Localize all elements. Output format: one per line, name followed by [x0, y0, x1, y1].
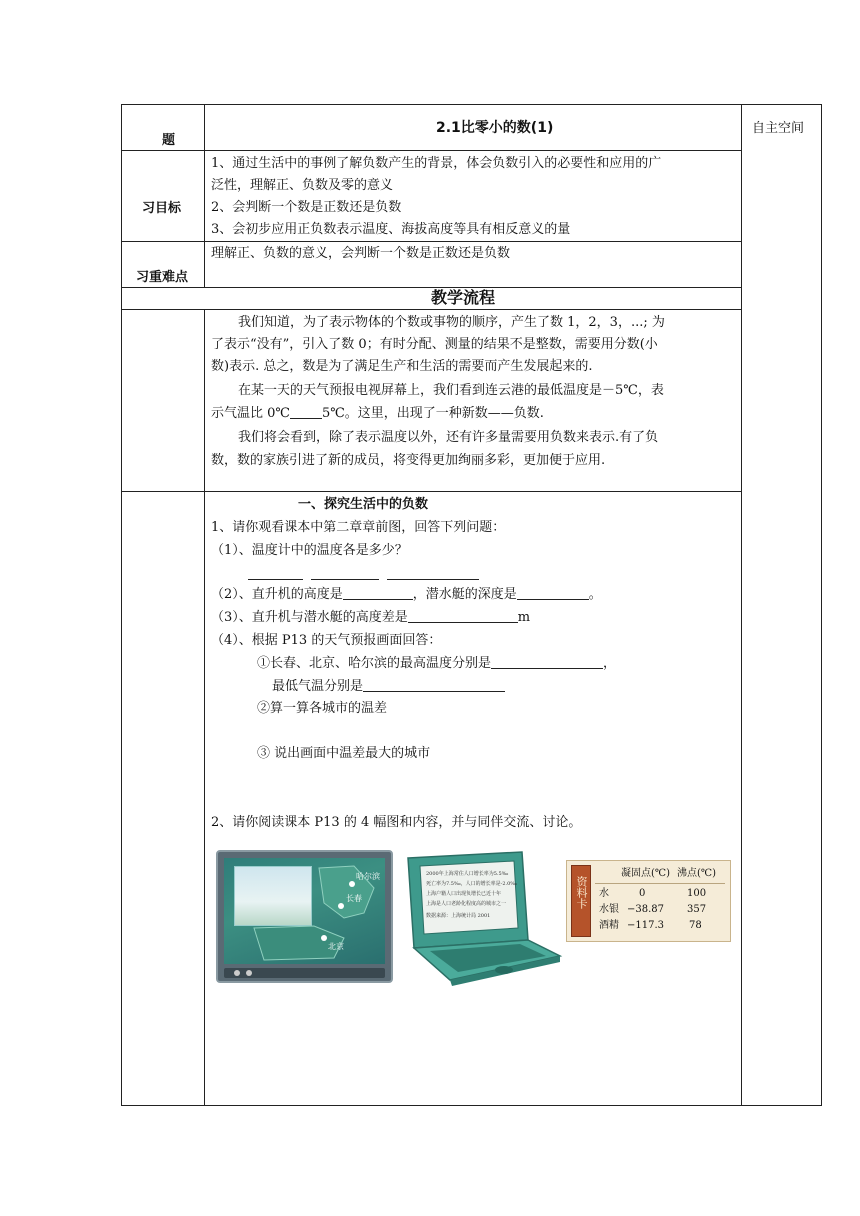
question-1-2-end: 。 — [588, 587, 602, 602]
question-1-2-start: （2）、直升机的高度是 — [211, 587, 343, 602]
intro-p3-line1: 我们将会看到，除了表示温度以外，还有许多量需要用负数来表示.有了负 — [238, 430, 659, 445]
question-1-4-c: ②算一算各城市的温差 — [257, 701, 388, 716]
answer-blank-depth[interactable] — [517, 585, 589, 600]
laptop-image — [400, 848, 565, 988]
side-column-label: 自主空间 — [752, 121, 805, 136]
row-divider-1 — [121, 150, 741, 151]
row-divider-4 — [121, 309, 741, 310]
objectives-line-4: 3、会初步应用正负数表示温度、海拔高度等具有相反意义的量 — [211, 222, 571, 237]
laptop-screen-line-1: 2000年上海常住人口增长率为5.5‰ — [426, 871, 509, 877]
laptop-screen-line-5: 数据来源：上海统计局 2001 — [426, 913, 491, 919]
intro-blank-1[interactable] — [290, 404, 322, 419]
data-card-side-label: 资料卡 — [575, 876, 588, 909]
header-col1-label: 题 — [162, 133, 176, 148]
col-divider-2 — [741, 104, 742, 1106]
data-card-row-1-name: 水 — [599, 888, 609, 899]
row-divider-5 — [121, 491, 741, 492]
answer-blank-height[interactable] — [343, 585, 413, 600]
question-1-4-b — [272, 676, 505, 697]
intro-p2-line2 — [211, 403, 544, 424]
question-1-1: （1）、温度计中的温度各是多少？ — [211, 543, 408, 558]
tv-button-1 — [234, 970, 240, 976]
question-1-2 — [211, 584, 602, 605]
question-1-3-unit: m — [517, 610, 531, 625]
tv-city-label-1: 哈尔滨 — [356, 872, 380, 881]
laptop-screen-line-2: 死亡率为7.5‰，人口的增长率是-2.0‰ — [426, 881, 518, 887]
tv-button-2 — [246, 970, 252, 976]
col-divider-1 — [204, 104, 205, 287]
data-card-image — [566, 860, 731, 942]
data-card-divider — [595, 883, 725, 884]
laptop-screen-line-4: 上海是人口老龄化程度高的城市之一 — [426, 901, 507, 907]
question-1-4-b-text: 最低气温分别是 — [272, 679, 364, 694]
question-1: 1、请你观看课本中第二章章前图，回答下列问题： — [211, 520, 506, 535]
page-title: 2.1比零小的数(1) — [436, 120, 554, 136]
tv-screen — [224, 858, 385, 964]
data-card-row-2-name: 水银 — [599, 904, 619, 915]
question-1-4-a — [257, 653, 616, 674]
intro-p1-line2: 了表示“没有”，引入了数 0；有时分配、测量的结果不是整数，需要用分数(小 — [211, 337, 658, 352]
data-card-row-2-freeze: −38.87 — [627, 904, 665, 915]
table-border-right — [821, 104, 822, 1106]
section-heading: 一、探究生活中的负数 — [298, 497, 429, 512]
answer-blanks-temperatures — [248, 575, 488, 581]
weather-tv-image — [216, 850, 393, 983]
data-card-side — [571, 865, 591, 937]
question-1-4-a-text: ①长春、北京、哈尔滨的最高温度分别是 — [257, 656, 492, 671]
intro-p1-line1: 我们知道，为了表示物体的个数或事物的顺序，产生了数 1，2，3，...; 为 — [238, 315, 665, 330]
data-card-row-3-boil: 78 — [689, 920, 702, 931]
key-points-label: 习重难点 — [136, 270, 189, 285]
data-card-row-1-boil: 100 — [687, 888, 707, 899]
data-card-header-freeze: 凝固点(℃) — [621, 868, 670, 879]
data-card-row-3-name: 酒精 — [599, 920, 619, 931]
question-1-3 — [211, 607, 530, 628]
intro-p2-line1: 在某一天的天气预报电视屏幕上，我们看到连云港的最低温度是－5℃，表 — [238, 383, 664, 398]
table-border-top — [121, 104, 822, 105]
answer-blank-height-diff[interactable] — [408, 608, 518, 623]
row-divider-2 — [121, 241, 741, 242]
table-border-bottom — [121, 1105, 822, 1106]
question-1-3-start: （3）、直升机与潜水艇的高度差是 — [211, 610, 408, 625]
question-1-2-mid: ，潜水艇的深度是 — [412, 587, 517, 602]
laptop-screen-line-3: 上海户籍人口出现负增长已近十年 — [426, 891, 502, 897]
question-1-4: （4）、根据 P13 的天气预报画面回答： — [211, 633, 442, 648]
key-points-text: 理解正、负数的意义，会判断一个数是正数还是负数 — [211, 246, 511, 261]
question-1-4-d: ③ 说出画面中温差最大的城市 — [257, 746, 431, 761]
objectives-label: 习目标 — [142, 201, 182, 216]
col-divider-1b — [204, 309, 205, 1106]
process-title: 教学流程 — [431, 288, 496, 307]
intro-p2-line2-start: 示气温比 0℃ — [211, 406, 290, 421]
tv-control-strip — [224, 968, 385, 978]
objectives-line-1: 1、通过生活中的事例了解负数产生的背景，体会负数引入的必要性和应用的广 — [211, 156, 662, 171]
table-border-left — [121, 104, 122, 1106]
intro-p2-line2-end: 5℃。这里，出现了一种新数——负数. — [321, 406, 544, 421]
tv-city-label-2: 长春 — [346, 894, 362, 903]
objectives-line-2: 泛性，理解正、负数及零的意义 — [211, 178, 394, 193]
objectives-line-3: 2、会判断一个数是正数还是负数 — [211, 200, 402, 215]
data-card-header-boil: 沸点(℃) — [677, 868, 716, 879]
answer-blank-temp-2[interactable] — [311, 579, 379, 580]
answer-blank-min-temps[interactable] — [363, 677, 505, 692]
question-2: 2、请你阅读课本 P13 的 4 幅图和内容，并与同伴交流、讨论。 — [211, 815, 582, 830]
data-card-row-2-boil: 357 — [687, 904, 707, 915]
answer-blank-temp-3[interactable] — [387, 579, 479, 580]
question-1-4-a-end: ， — [603, 656, 617, 671]
answer-blank-max-temps[interactable] — [491, 654, 603, 669]
tv-city-label-3: 北京 — [328, 942, 344, 951]
intro-p3-line2: 数，数的家族引进了新的成员，将变得更加绚丽多彩，更加便于应用. — [211, 453, 606, 468]
data-card-row-1-freeze: 0 — [639, 888, 646, 899]
answer-blank-temp-1[interactable] — [248, 579, 303, 580]
intro-p1-line3: 数)表示. 总之，数是为了满足生产和生活的需要而产生发展起来的. — [211, 359, 593, 374]
data-card-row-3-freeze: −117.3 — [627, 920, 665, 931]
